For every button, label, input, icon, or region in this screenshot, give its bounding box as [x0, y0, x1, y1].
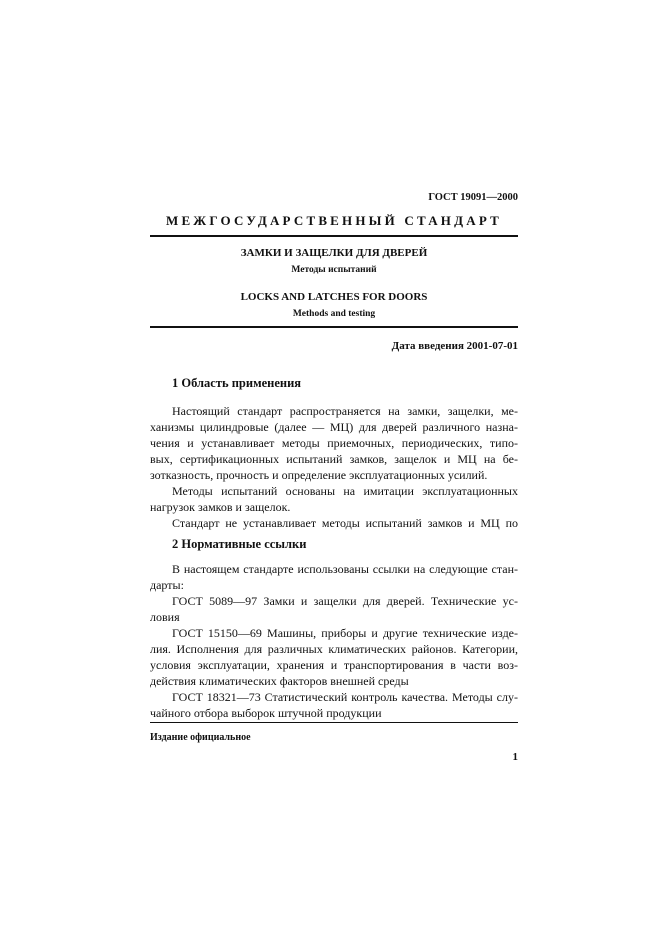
reference-line: ГОСТ 18321—73 Статистический контроль качества. Методы слу- [172, 690, 518, 704]
standard-type-heading: МЕЖГОСУДАРСТВЕННЫЙ СТАНДАРТ [165, 213, 503, 228]
paragraph-line: В настоящем стандарте использованы ссылки на следующие стан- [172, 562, 518, 576]
paragraph-line: чения и устанавливает методы приемочных, периодических, типо- [150, 436, 518, 450]
title-rule-top [150, 235, 518, 237]
edition-note: Издание официальное [150, 732, 251, 743]
title-russian: ЗАМКИ И ЗАЩЕЛКИ ДЛЯ ДВЕРЕЙ [240, 247, 428, 259]
section-heading-scope: 1 Область применения [172, 376, 302, 390]
reference-line: ГОСТ 5089—97 Замки и защелки для дверей. Технические ус- [172, 594, 518, 608]
subtitle-russian: Методы испытаний [291, 265, 377, 275]
reference-line: условия эксплуатации, хранения и транспортирования в части воз- [150, 658, 518, 672]
paragraph-line: нагрузок замков и защелок. [150, 500, 291, 514]
reference-line: лия. Исполнения для различных климатических районов. Категории, [150, 642, 518, 656]
reference-line: действия климатических факторов внешней среды [150, 674, 409, 688]
introduction-date: Дата введения 2001-07-01 [391, 340, 518, 352]
paragraph-line: ханизмы цилиндровые (далее — МЦ) для дверей различного назна- [150, 420, 518, 434]
section-heading-references: 2 Нормативные ссылки [172, 537, 307, 551]
document-code: ГОСТ 19091—2000 [428, 192, 518, 203]
title-rule-bottom [150, 326, 518, 328]
paragraph-line: Стандарт не устанавливает методы испытаний замков и МЦ по [172, 516, 518, 530]
reference-line: чайного отбора выборок штучной продукции [150, 706, 382, 720]
footer-rule [150, 722, 518, 723]
page-number: 1 [512, 751, 518, 763]
title-english: LOCKS AND LATCHES FOR DOORS [240, 291, 428, 303]
reference-line: ловия [150, 610, 180, 624]
reference-line: ГОСТ 15150—69 Машины, приборы и другие технические изде- [172, 626, 518, 640]
paragraph-line: зотказность, прочность и определение эксплуатационных усилий. [150, 468, 488, 482]
paragraph-line: Методы испытаний основаны на имитации эксплуатационных [172, 484, 518, 498]
paragraph-line: дарты: [150, 578, 184, 592]
paragraph-line: вых, сертификационных испытаний замков, защелок и МЦ на бе- [150, 452, 518, 466]
paragraph-line: Настоящий стандарт распространяется на замки, защелки, ме- [172, 404, 518, 418]
subtitle-english: Methods and testing [292, 309, 376, 319]
